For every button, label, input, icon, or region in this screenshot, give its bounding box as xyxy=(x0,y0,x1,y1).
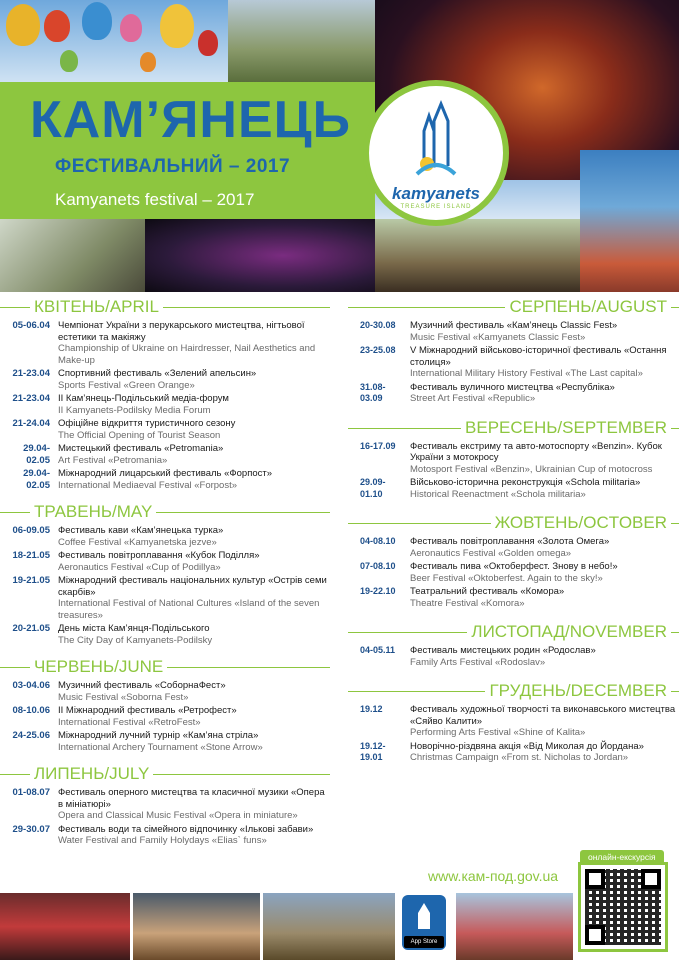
event-title: V Міжнародний військово-історичної фестиваль «Остання столиця» xyxy=(410,345,667,368)
month-label: ВЕРЕСЕНЬ/SEPTEMBER xyxy=(461,417,671,439)
event-title-en: Coffee Festival «Kamyanetska jezve» xyxy=(58,536,217,548)
event-date: 20-21.05 xyxy=(12,623,50,634)
month-label: ЧЕРВЕНЬ/JUNE xyxy=(30,656,167,678)
event-title: Фестиваль екстриму та авто-мотоспорту «Benzin». Кубок України з мотокросу xyxy=(410,440,662,463)
event-item xyxy=(0,468,330,491)
event-item xyxy=(348,536,679,559)
event-title: Фестиваль води та сімейного відпочинку «Ількові забави» xyxy=(58,823,314,835)
poster-title: КАМ’ЯНЕЦЬ xyxy=(30,91,352,149)
event-date: 21-23.04 xyxy=(12,393,50,404)
event-date: 03-04.06 xyxy=(12,680,50,691)
event-date: 04-08.10 xyxy=(360,536,396,546)
event-date: 24-25.06 xyxy=(12,730,50,741)
photo-medieval-festival xyxy=(375,219,580,292)
event-title-en: Family Arts Festival «Rodoslav» xyxy=(410,656,546,668)
event-title: Фестиваль мистецьких родин «Родослав» xyxy=(410,645,596,656)
event-title-en: International Festival of National Cultures «Island of the seven treasures» xyxy=(58,598,320,621)
event-item xyxy=(0,623,330,646)
event-title-en: II Kamyanets-Podilsky Media Forum xyxy=(58,404,211,416)
event-item xyxy=(348,741,679,764)
event-title-en: Street Art Festival «Republic» xyxy=(410,393,536,404)
event-title: Новорічно-різдвяна акція «Від Миколая до Йордана» xyxy=(410,740,644,752)
month-header-july xyxy=(0,763,330,785)
event-title-en: Theatre Festival «Komora» xyxy=(410,597,525,609)
event-date: 18-21.05 xyxy=(12,550,50,561)
event-item xyxy=(348,441,679,476)
event-item xyxy=(0,730,330,753)
photo-rock-concert xyxy=(145,219,375,292)
photo-hot-air-balloons xyxy=(0,0,228,82)
event-title-en: Music Festival «Soborna Fest» xyxy=(58,691,189,703)
event-title: Фестиваль художньої творчості та виконавського мистецтва «Сяйво Калити» xyxy=(410,704,676,727)
photo-folk-dance-bottom xyxy=(0,893,130,960)
event-title: Фестиваль оперного мистецтва та класичної музики «Опера в мініатюрі» xyxy=(58,787,325,810)
castle-logo-icon xyxy=(369,86,503,186)
event-item xyxy=(0,418,330,441)
event-item xyxy=(348,345,679,380)
event-title: Міжнародний фестиваль національних культур «Острів семи скарбів» xyxy=(58,575,327,598)
event-title: Міжнародний лучний турнір «Кам’яна стріла» xyxy=(58,730,259,741)
online-tour-label: онлайн-екскурсія xyxy=(580,850,664,864)
month-label: ЛИПЕНЬ/JULY xyxy=(30,763,153,785)
month-label: ГРУДЕНЬ/DECEMBER xyxy=(485,680,671,702)
event-item xyxy=(0,705,330,728)
qr-code[interactable] xyxy=(578,862,668,952)
event-date: 07-08.10 xyxy=(360,561,396,571)
event-title-en: Sports Festival «Green Orange» xyxy=(58,379,195,391)
event-title: Фестиваль вуличного мистецтва «Республіка» xyxy=(410,381,615,393)
event-date: 19.12-19.01 xyxy=(360,740,386,762)
event-title-en: Music Festival «Kamyanets Classic Fest» xyxy=(410,331,586,343)
castle-app-icon xyxy=(402,897,446,937)
event-title: Міжнародний лицарський фестиваль «Форпост» xyxy=(58,468,273,479)
event-title: ІІ Міжнародний фестиваль «Ретрофест» xyxy=(58,705,237,716)
event-title-en: International Archery Tournament «Stone Arrow» xyxy=(58,741,263,753)
app-icon[interactable] xyxy=(402,895,446,950)
photo-beer-girl xyxy=(133,893,260,960)
event-date: 31.08-03.09 xyxy=(360,381,386,403)
event-title: Військово-історична реконструкція «Schola militaria» xyxy=(410,477,641,488)
website-link[interactable]: www.кам-под.gov.ua xyxy=(428,868,559,884)
event-date: 01-08.07 xyxy=(12,787,50,798)
event-title-en: Championship of Ukraine on Hairdresser, Nail Aesthetics and Make-up xyxy=(58,343,316,366)
month-header-april xyxy=(0,296,330,318)
photo-folk-dancers xyxy=(228,0,375,82)
event-item xyxy=(0,368,330,391)
month-label: ТРАВЕНЬ/MAY xyxy=(30,501,156,523)
kamyanets-logo xyxy=(363,80,509,226)
month-header-december xyxy=(348,680,679,702)
event-title-en: Motosport Festival «Benzin», Ukrainian Cup of motocross xyxy=(410,463,653,475)
month-header-august xyxy=(348,296,679,318)
event-date: 29.04-02.05 xyxy=(23,468,50,491)
schedule-left-column xyxy=(0,296,330,849)
event-title: Чемпіонат України з перукарського мистецтва, нігтьової естетики та макіяжу xyxy=(58,320,305,343)
event-title-en: Performing Arts Festival «Shine of Kalita» xyxy=(410,727,586,738)
event-item xyxy=(0,443,330,466)
event-title: День міста Кам’янця-Подільського xyxy=(58,623,210,634)
event-date: 20-30.08 xyxy=(360,320,396,330)
event-item xyxy=(0,824,330,847)
event-date: 16-17.09 xyxy=(360,440,396,451)
event-title-en: Opera and Classical Music Festival «Opera in miniature» xyxy=(58,810,298,821)
event-date: 19.12 xyxy=(360,704,383,714)
event-date: 29.09-01.10 xyxy=(360,477,386,499)
event-title: Фестиваль кави «Кам’янецька турка» xyxy=(58,525,224,536)
event-item xyxy=(0,680,330,703)
event-title-en: International Festival «RetroFest» xyxy=(58,716,201,728)
event-item xyxy=(348,561,679,584)
schedule-right-column xyxy=(348,296,679,766)
month-header-may xyxy=(0,501,330,523)
event-title: Мистецький фестиваль «Petromania» xyxy=(58,443,224,454)
event-title: Спортивний фестиваль «Зелений апельсин» xyxy=(58,368,257,379)
event-title-en: The Official Opening of Tourist Season xyxy=(58,429,221,441)
logo-text: kamyanets xyxy=(392,184,480,203)
event-title: ІІ Кам’янець-Подільський медіа-форум xyxy=(58,393,229,404)
event-date: 04-05.11 xyxy=(360,645,396,655)
logo-subtext: TREASURE ISLAND xyxy=(400,204,472,210)
event-title-en: International Military History Festival «The Last capital» xyxy=(410,368,643,379)
poster-subtitle-en: Kamyanets festival – 2017 xyxy=(55,190,255,209)
app-store-badge[interactable]: App Store xyxy=(404,936,444,948)
event-title: Музичний фестиваль «СоборнаФест» xyxy=(58,680,226,691)
photo-street-mural xyxy=(580,150,679,292)
poster-subtitle: ФЕСТИВАЛЬНИЙ – 2017 xyxy=(55,156,291,177)
event-title: Фестиваль повітроплавання «Кубок Поділля» xyxy=(58,550,260,561)
event-date: 23-25.08 xyxy=(360,345,396,355)
month-label: ЖОВТЕНЬ/OCTOBER xyxy=(491,512,671,534)
event-title-en: The City Day of Kamyanets-Podilsky xyxy=(58,634,213,646)
event-item xyxy=(348,320,679,343)
event-item xyxy=(0,575,330,621)
event-item xyxy=(0,787,330,822)
event-date: 05-06.04 xyxy=(12,320,50,331)
photo-festival-crowd xyxy=(263,893,395,960)
event-title-en: Historical Reenactment «Schola militaria» xyxy=(410,488,586,500)
event-date: 29.04-02.05 xyxy=(23,443,50,466)
event-date: 21-23.04 xyxy=(12,368,50,379)
event-title: Театральний фестиваль «Комора» xyxy=(410,586,565,597)
event-date: 06-09.05 xyxy=(12,525,50,536)
photo-soldier-exhibit xyxy=(0,219,145,292)
event-date: 08-10.06 xyxy=(12,705,50,716)
event-title-en: Beer Festival «Oktoberfest. Again to the sky!» xyxy=(410,572,603,584)
photo-folk-costumes xyxy=(456,893,573,960)
event-date: 19-21.05 xyxy=(12,575,50,586)
event-item xyxy=(348,645,679,668)
event-title: Музичний фестиваль «Кам’янець Classic Fest» xyxy=(410,320,618,331)
event-item xyxy=(0,320,330,366)
month-label: СЕРПЕНЬ/AUGUST xyxy=(505,296,671,318)
month-label: КВІТЕНЬ/APRIL xyxy=(30,296,163,318)
month-header-june xyxy=(0,656,330,678)
event-item xyxy=(348,477,679,500)
event-item xyxy=(348,704,679,739)
event-date: 21-24.04 xyxy=(12,418,50,429)
event-date: 29-30.07 xyxy=(12,823,50,835)
event-title: Фестиваль повітроплавання «Золота Омега» xyxy=(410,536,610,547)
event-title-en: Christmas Campaign «From st. Nicholas to Jordan» xyxy=(410,752,629,763)
event-date: 19-22.10 xyxy=(360,586,396,596)
event-title: Офіційне відкриття туристичного сезону xyxy=(58,418,236,429)
event-item xyxy=(348,586,679,609)
month-header-september xyxy=(348,417,679,439)
event-title-en: International Mediaeval Festival «Forpost» xyxy=(58,479,238,491)
event-title-en: Water Festival and Family Holydays «Elias` funs» xyxy=(58,835,267,846)
event-item xyxy=(0,393,330,416)
month-label: ЛИСТОПАД/NOVEMBER xyxy=(467,621,671,643)
event-item xyxy=(0,550,330,573)
event-item xyxy=(0,525,330,548)
event-title-en: Art Festival «Petromania» xyxy=(58,454,168,466)
month-header-october xyxy=(348,512,679,534)
event-item xyxy=(348,382,679,405)
event-title-en: Aeronautics Festival «Cup of Podillya» xyxy=(58,561,221,573)
month-header-november xyxy=(348,621,679,643)
event-title-en: Aeronautics Festival «Golden omega» xyxy=(410,547,572,559)
event-title: Фестиваль пива «Октоберфест. Знову в небо!» xyxy=(410,561,618,572)
